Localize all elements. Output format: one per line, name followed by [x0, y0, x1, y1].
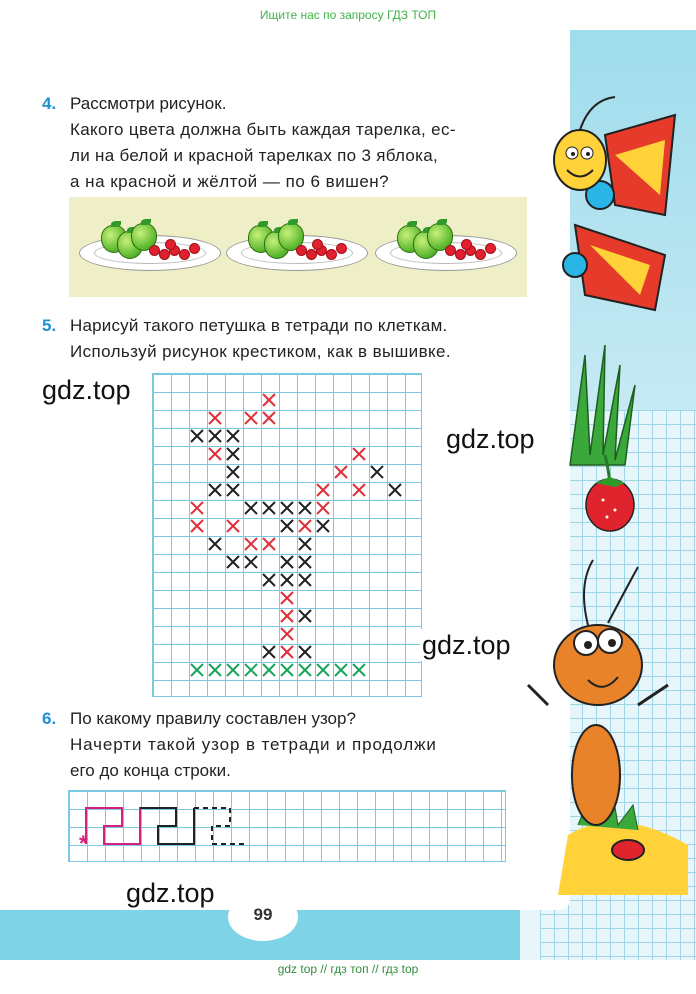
cross-stitch — [191, 430, 203, 442]
cross-stitch — [299, 664, 311, 676]
plates-picture — [69, 197, 527, 297]
cross-stitch — [299, 574, 311, 586]
butterfly-illustration — [545, 95, 696, 325]
cross-stitch — [335, 664, 347, 676]
task-5-line-1: Нарисуй такого петушка в тетради по клеткам. — [70, 316, 448, 335]
cherry — [189, 243, 200, 254]
cross-stitch — [281, 574, 293, 586]
cross-stitch — [209, 412, 221, 424]
cross-stitch — [281, 628, 293, 640]
cross-stitch-pattern — [152, 373, 422, 697]
cherry — [485, 243, 496, 254]
cherry — [312, 239, 323, 250]
cross-stitch — [227, 466, 239, 478]
cross-stitch — [245, 556, 257, 568]
cross-stitch — [281, 610, 293, 622]
pattern-grid — [68, 790, 506, 862]
apple-leaf — [141, 219, 151, 225]
task-number: 6. — [42, 709, 57, 728]
cross-stitch — [263, 412, 275, 424]
watermark-4: gdz.top — [126, 878, 215, 908]
apple-leaf — [407, 221, 417, 227]
cherry — [336, 243, 347, 254]
cross-stitch — [281, 646, 293, 658]
start-mark: * — [79, 831, 88, 856]
cross-stitch — [227, 556, 239, 568]
cross-stitch — [209, 538, 221, 550]
apple-leaf — [258, 221, 268, 227]
cross-stitch — [281, 592, 293, 604]
cross-stitch — [299, 646, 311, 658]
task-5-line-2: Используй рисунок крестиком, как в вышивке. — [70, 342, 452, 361]
cherry — [179, 249, 190, 260]
cherry — [461, 239, 472, 250]
cross-stitch — [263, 502, 275, 514]
task-6-line-1: По какому правилу составлен узор? — [70, 709, 356, 728]
cross-stitch — [263, 646, 275, 658]
cross-stitch — [263, 394, 275, 406]
apple-leaf — [437, 219, 447, 225]
cherry — [475, 249, 486, 260]
cross-stitch — [245, 412, 257, 424]
cherry — [326, 249, 337, 260]
cross-stitch — [263, 574, 275, 586]
cross-stitch — [281, 520, 293, 532]
top-banner[interactable]: Ищите нас по запросу ГДЗ ТОП — [0, 0, 696, 30]
cross-stitch — [299, 556, 311, 568]
cross-stitch — [263, 664, 275, 676]
watermark-1: gdz.top — [42, 375, 131, 405]
footer-links[interactable]: gdz top // гдз топ // гдз top — [277, 962, 419, 976]
task-4-line-4: а на красной и жёлтой — по 6 вишен? — [70, 172, 390, 191]
watermark-3: gdz.top — [422, 630, 511, 660]
ant-illustration — [518, 555, 696, 895]
apple-leaf — [111, 221, 121, 227]
cross-stitch — [335, 466, 347, 478]
page-number: 99 — [228, 893, 298, 941]
cross-stitch — [191, 664, 203, 676]
watermark-2: gdz.top — [446, 424, 535, 454]
task-6-line-2: Начерти такой узор в тетради и продолжи — [70, 735, 437, 754]
cross-stitch — [227, 664, 239, 676]
task-4-line-2: Какого цвета должна быть каждая тарелка, ес- — [70, 120, 456, 139]
cross-stitch — [353, 448, 365, 460]
cross-stitch — [245, 502, 257, 514]
cross-stitch — [353, 484, 365, 496]
cross-stitch — [227, 430, 239, 442]
cross-stitch — [299, 502, 311, 514]
cross-stitch — [209, 484, 221, 496]
task-number: 5. — [42, 316, 57, 335]
rooster-cross-stitch-grid — [152, 373, 422, 697]
cross-stitch — [317, 664, 329, 676]
cross-stitch — [209, 448, 221, 460]
cross-stitch — [245, 664, 257, 676]
cross-stitch — [371, 466, 383, 478]
task-number: 4. — [42, 94, 57, 113]
cross-stitch — [317, 520, 329, 532]
cross-stitch — [281, 502, 293, 514]
cross-stitch — [317, 484, 329, 496]
cross-stitch — [245, 538, 257, 550]
cross-stitch — [263, 538, 275, 550]
cross-stitch — [389, 484, 401, 496]
apple-leaf — [288, 219, 298, 225]
cross-stitch — [227, 448, 239, 460]
cross-stitch — [353, 664, 365, 676]
task-4-line-3: ли на белой и красной тарелках по 3 яблока, — [70, 146, 439, 165]
cross-stitch — [299, 538, 311, 550]
task-6-line-3: его до конца строки. — [70, 761, 231, 780]
cross-stitch — [281, 556, 293, 568]
cross-stitch — [227, 520, 239, 532]
cross-stitch — [209, 664, 221, 676]
grass-strawberry-illustration — [565, 345, 645, 535]
cross-stitch — [299, 520, 311, 532]
cross-stitch — [281, 664, 293, 676]
cross-stitch — [191, 502, 203, 514]
task-4-line-1: Рассмотри рисунок. — [70, 94, 227, 113]
cross-stitch — [191, 520, 203, 532]
cross-stitch — [299, 610, 311, 622]
cross-stitch — [317, 502, 329, 514]
meander-pattern — [68, 790, 506, 862]
cross-stitch — [209, 430, 221, 442]
cherry — [165, 239, 176, 250]
cross-stitch — [227, 484, 239, 496]
